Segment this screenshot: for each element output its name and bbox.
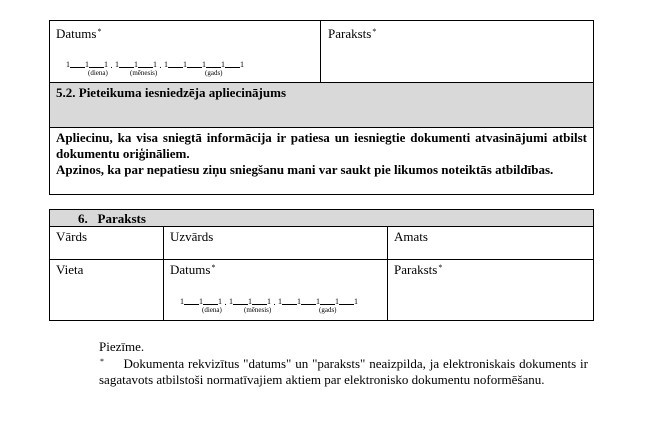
sig-date-label: Datums* [170,262,216,277]
top-date-label: Datums* [56,26,102,41]
day-caption: (diena) [202,306,222,314]
note-text: * Dokumenta rekvizītus "datums" un "paraksts" neaizpilda, ja elektroniskais dokuments ir sagatavots atbilstoši normatīvajiem aktiem par elektronisko dokumentu noformēšanu. [99,356,588,387]
declaration-paragraph-1: Apliecinu, ka visa sniegtā informācija ir patiesa un iesniegtie dokumenti atvasinājumi atbilst dokumentu oriģināliem. [56,130,587,161]
section-6-col-line-1 [163,226,164,321]
section-6-col-line-2 [387,226,388,321]
month-caption: (mēnesis) [244,306,272,314]
top-signature-label: Paraksts* [328,26,377,41]
year-caption: (gads) [205,69,223,77]
section-6-header-line [49,226,594,227]
position-label: Amats [394,229,428,244]
section-6-title: 6. Paraksts [78,211,146,226]
declaration-paragraph-2: Apzinos, ka par nepatiesu ziņu sniegšanu mani var saukt pie likumos noteiktās atbildības. [56,162,554,177]
year-caption: (gads) [319,306,337,314]
day-caption: (diena) [88,69,108,77]
top-date-field[interactable]: 1 1 1 . 1 1 1 . 1 1 1 1 1 (diena) (mēnesis) (gads) [66,60,244,77]
month-caption: (mēnesis) [130,69,158,77]
place-label: Vieta [56,262,84,277]
section-6-row-line [49,259,594,260]
section-5-2-title: 5.2. Pieteikuma iesniedzēja apliecinājums [56,85,287,100]
note-star: * [100,357,104,366]
top-table-divider [320,20,321,82]
name-label: Vārds [56,229,88,244]
sig-date-field[interactable]: 1 1 1 . 1 1 1 . 1 1 1 1 1 (diena) (mēnesis) (gads) [180,297,358,314]
surname-label: Uzvārds [170,229,214,244]
note-heading: Piezīme. [99,339,145,354]
sig-signature-label: Paraksts* [394,262,443,277]
section-5-2-header-line [49,127,594,128]
